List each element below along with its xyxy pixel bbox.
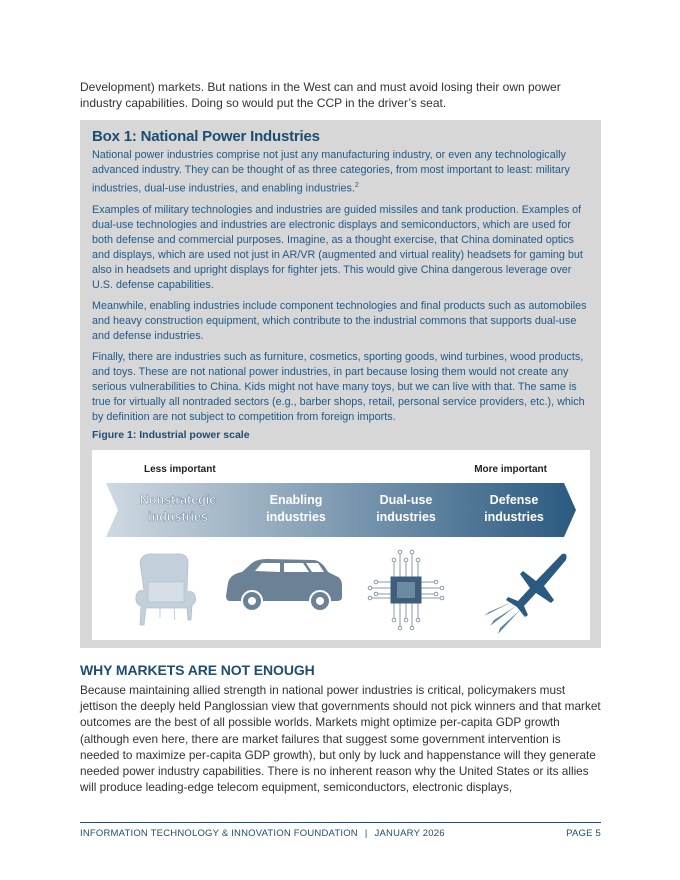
category-label-line2: industries [148, 510, 208, 524]
box-paragraph: Finally, there are industries such as furniture, cosmetics, sporting goods, wind turbines, wood products, and toys. These are not national power industries, in part because losing them would not create any serious vulnerabilities to China. Kids might not have many toys, but we can live with that. The same is true for virtually all nontraded sectors (e.g., barber shops, retail, personal service providers, etc.), which by definition are not subject to competition from foreign imports. [92, 350, 585, 423]
fighter-jet-icon [484, 554, 567, 634]
category-label-line2: industries [376, 510, 436, 524]
footer-date: JANUARY 2026 [374, 828, 445, 839]
box-title: Box 1: National Power Industries [92, 128, 320, 145]
category-label-line2: industries [484, 510, 544, 524]
page-footer [80, 828, 601, 839]
page-number: PAGE 5 [566, 828, 601, 839]
figure-caption: Figure 1: Industrial power scale [92, 429, 250, 441]
footer-divider [80, 822, 601, 823]
box-paragraph: National power industries comprise not just any manufacturing industry, or even any technologically advanced industry. They can be thought of as three categories, from most important to least: military industries, dual-use industries, and enabling industries.$^2$ [92, 149, 570, 195]
box-national-power-industries [80, 120, 601, 648]
industrial-scale-svg [92, 450, 590, 640]
category-label-line1: Dual-use [379, 493, 433, 507]
industrial-power-scale-figure [92, 450, 590, 640]
less-important-label: Less important [144, 464, 216, 475]
category-label-line1: Enabling [269, 493, 323, 507]
box-paragraph: Meanwhile, enabling industries include component technologies and final products such as automobiles and heavy construction equipment, which contribute to the industrial commons that supports dual-use and defense industries. [92, 299, 587, 342]
section-heading: WHY MARKETS ARE NOT ENOUGH [80, 662, 315, 678]
footnote-marker[interactable]: 2 [354, 182, 359, 189]
footer-separator: | [364, 828, 368, 839]
more-important-label: More important [474, 464, 547, 475]
armchair-icon [136, 554, 196, 625]
footer-org: INFORMATION TECHNOLOGY & INNOVATION FOUNDATION [80, 828, 358, 839]
box-body [92, 148, 590, 431]
category-label-line1: Defense [489, 493, 539, 507]
category-label-line1: Nonstrategic [139, 493, 217, 507]
microchip-icon [368, 550, 444, 630]
car-icon [226, 559, 342, 611]
intro-paragraph: Development) markets. But nations in the West can and must avoid losing their own power industry capabilities. Doing so would put the CCP in the driver’s seat. [80, 80, 561, 110]
category-label-line2: industries [266, 510, 326, 524]
box-paragraph: Examples of military technologies and industries are guided missiles and tank production. Examples of dual-use technologies and industries are electronic displays and semiconductors, which are used for both defense and commercial purposes. Imagine, as a thought exercise, that China dominated optics and displays, which are used not just in AR/VR (augmented and virtual reality) headsets for gaming but also in headsets and upright displays for fighter jets. This would give China dangerous leverage over U.S. defense capabilities. [92, 203, 583, 291]
section-body: Because maintaining allied strength in national power industries is critical, policymakers must jettison the deeply held Panglossian view that governments should not pick winners and that market outcomes are the best of all possible worlds. Markets might optimize per-capita GDP growth (although even here, there are market failures that suggest some government intervention is needed to maximize per-capita GDP growth), but only by luck and happenstance will they generate needed power industry capabilities. There is no inherent reason why the United States or its allies will produce leading-edge telecom equipment, semiconductors, electronic displays, [80, 683, 601, 795]
